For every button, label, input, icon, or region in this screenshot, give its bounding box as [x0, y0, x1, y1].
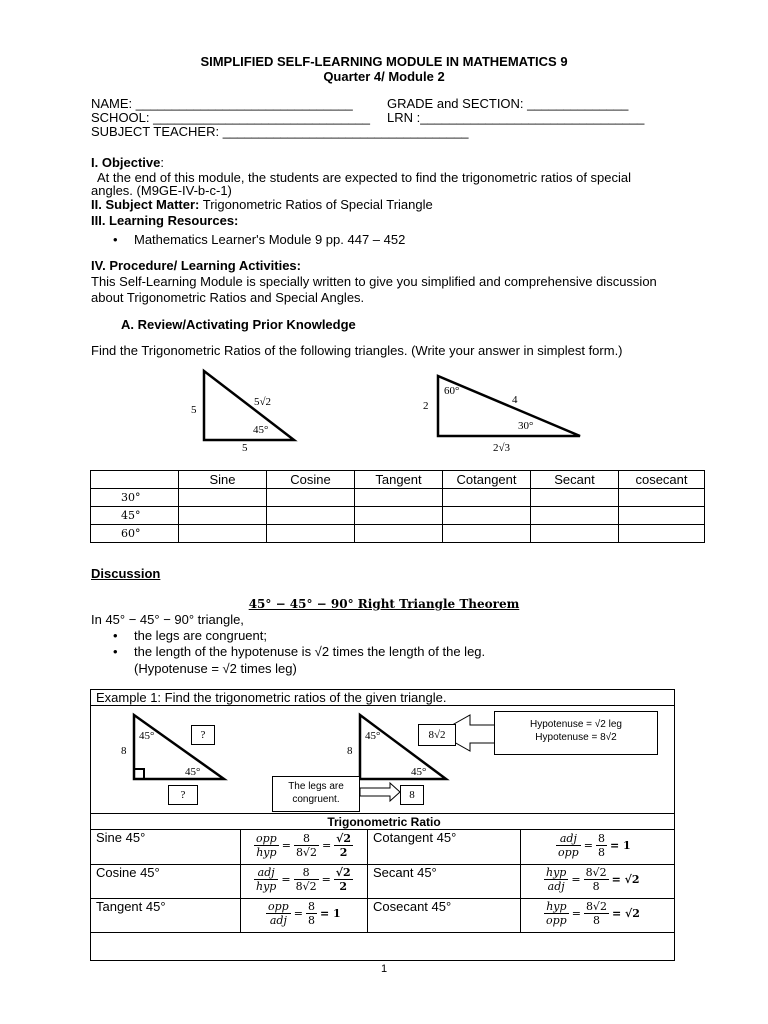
- name-field: NAME: ______________________________: [91, 96, 353, 111]
- tangent-label: Tangent 45°: [96, 899, 166, 914]
- subject-matter-heading: II. Subject Matter:: [91, 197, 200, 212]
- page-number: 1: [380, 963, 388, 975]
- tri1-bottom-side: 5: [242, 442, 248, 454]
- table-header: Cotangent: [443, 471, 531, 489]
- equals-sign: =: [583, 839, 593, 852]
- col-divider: [520, 829, 521, 932]
- frac-den: opp: [546, 914, 567, 927]
- equals-sign: =: [321, 839, 332, 852]
- objective-text-1: At the end of this module, the students are expected to find the trigonometric ratios of special: [97, 170, 632, 185]
- sine-formula: [254, 832, 353, 859]
- subject-matter: [91, 197, 433, 212]
- grade-section-field: GRADE and SECTION: ______________: [387, 96, 629, 111]
- secant-formula: [544, 866, 640, 893]
- answer-cell[interactable]: [619, 525, 705, 543]
- tri2-left-side: 2: [423, 400, 429, 412]
- equals-sign: =: [293, 907, 303, 920]
- tri2-angle-top: 60°: [444, 385, 460, 397]
- cosecant-label: Cosecant 45°: [373, 899, 452, 914]
- frac-den: hyp: [256, 846, 277, 859]
- tangent-formula: [266, 900, 341, 927]
- left-angle-bottom: 45°: [185, 766, 201, 778]
- tri1-angle: 45°: [253, 424, 269, 436]
- frac-den: 8: [307, 914, 315, 927]
- col-divider: [240, 829, 241, 932]
- subject-matter-text: Trigonometric Ratios of Special Triangle: [199, 197, 433, 212]
- table-header: Sine: [179, 471, 267, 489]
- frac-den: adj: [269, 914, 287, 927]
- frac-den: 8√2: [295, 846, 317, 859]
- answer-cell[interactable]: [443, 525, 531, 543]
- left-angle-top: 45°: [139, 730, 155, 742]
- arrow-icon: [360, 783, 400, 801]
- answer-cell[interactable]: [179, 525, 267, 543]
- objective-text-2: angles. (M9GE-IV-b-c-1): [91, 183, 232, 198]
- resources-heading: III. Learning Resources:: [91, 213, 239, 228]
- equals-sign: =: [321, 873, 331, 886]
- frac-den: opp: [558, 846, 579, 859]
- hyp-value-box: 8√2: [418, 724, 456, 746]
- bullet-marker: •: [113, 628, 118, 643]
- equals-sign: =: [281, 873, 291, 886]
- table-header: Tangent: [355, 471, 443, 489]
- result: = √2: [611, 873, 640, 886]
- review-instruction: Find the Trigonometric Ratios of the following triangles. (Write your answer in simplest form.): [91, 343, 623, 358]
- cosine-formula: [254, 866, 353, 893]
- frac-den: adj: [547, 880, 565, 893]
- answer-cell[interactable]: [443, 489, 531, 507]
- cosecant-formula: [544, 900, 640, 927]
- tri2-hypotenuse: 4: [512, 394, 518, 406]
- discussion-heading: Discussion: [91, 566, 161, 581]
- review-heading: A. Review/Activating Prior Knowledge: [121, 317, 356, 332]
- row-label: 45°: [91, 507, 179, 525]
- objective-heading: I. Objective: [91, 155, 161, 170]
- resources-bullet-marker: •: [113, 232, 118, 247]
- frac-num: 8: [294, 866, 319, 880]
- theorem-intro: In 45° − 45° − 90° triangle,: [91, 612, 244, 627]
- table-row: [91, 525, 705, 543]
- table-header: cosecant: [619, 471, 705, 489]
- answer-cell[interactable]: [179, 489, 267, 507]
- frac-num: 8: [294, 832, 319, 846]
- secant-label: Secant 45°: [373, 865, 437, 880]
- resources-bullet: Mathematics Learner's Module 9 pp. 447 – 452: [134, 232, 406, 247]
- frac-num: √2: [336, 832, 352, 845]
- answer-cell[interactable]: [531, 507, 619, 525]
- bullet-marker: •: [113, 644, 118, 659]
- answer-cell[interactable]: [267, 525, 355, 543]
- left-side-length: 8: [121, 745, 127, 757]
- example-divider: [90, 813, 674, 814]
- frac-num: hyp: [544, 900, 569, 914]
- result: = √2: [611, 907, 640, 920]
- table-header-row: [91, 471, 705, 489]
- frac-num: adj: [556, 832, 581, 846]
- frac-num: 8√2: [585, 866, 607, 879]
- procedure-text-1: This Self-Learning Module is specially written to give you simplified and comprehensive discussion: [91, 274, 657, 289]
- legs-callout-line-1: The legs are: [288, 781, 344, 792]
- theorem-bullet-1: the legs are congruent;: [134, 628, 267, 643]
- frac-den: 2: [339, 880, 348, 893]
- theorem-note: (Hypotenuse = √2 times leg): [134, 661, 297, 676]
- sine-label: Sine 45°: [96, 830, 146, 845]
- module-title: SIMPLIFIED SELF-LEARNING MODULE IN MATHEMATICS 9: [200, 54, 568, 69]
- triangle-45-45-90: [204, 371, 294, 440]
- unknown-leg-box[interactable]: ?: [168, 785, 198, 805]
- objective-section: [91, 155, 164, 170]
- frac-den: hyp: [256, 880, 277, 893]
- frac-num: hyp: [546, 866, 567, 879]
- cotangent-formula: [556, 832, 631, 859]
- table-row: [91, 489, 705, 507]
- row-label: 30°: [91, 489, 179, 507]
- theorem-title: 45° − 45° − 90° Right Triangle Theorem: [248, 597, 520, 611]
- legs-callout-line-2: congruent.: [292, 794, 340, 805]
- answer-cell[interactable]: [619, 507, 705, 525]
- leg-value-box: 8: [400, 785, 424, 805]
- hypotenuse-callout: [494, 711, 658, 755]
- tri1-left-side: 5: [191, 404, 197, 416]
- answer-cell[interactable]: [355, 507, 443, 525]
- ratio-answer-table: [90, 470, 705, 543]
- equals-sign: =: [281, 839, 291, 852]
- right-angle-marker: [134, 769, 144, 779]
- trig-ratio-heading: Trigonometric Ratio: [327, 815, 441, 829]
- answer-cell[interactable]: [355, 525, 443, 543]
- answer-cell[interactable]: [619, 489, 705, 507]
- frac-num: 8: [597, 832, 605, 845]
- cosine-label: Cosine 45°: [96, 865, 160, 880]
- right-angle-bottom: 45°: [411, 766, 427, 778]
- answer-cell[interactable]: [267, 507, 355, 525]
- frac-num: 8√2: [585, 900, 607, 913]
- result: = 1: [609, 839, 631, 852]
- frac-den: 8: [597, 846, 605, 859]
- frac-den: 2: [339, 846, 348, 859]
- answer-cell[interactable]: [443, 507, 531, 525]
- teacher-field: SUBJECT TEACHER: __________________________________: [91, 124, 469, 139]
- answer-cell[interactable]: [531, 489, 619, 507]
- cotangent-label: Cotangent 45°: [373, 830, 457, 845]
- legs-callout: [272, 776, 360, 812]
- callout-line-2: Hypotenuse = 8√2: [535, 732, 617, 743]
- frac-num: √2: [335, 866, 351, 879]
- row-divider: [90, 932, 674, 933]
- frac-den: 8: [592, 914, 600, 927]
- frac-num: opp: [268, 900, 289, 913]
- callout-line-1: Hypotenuse = √2 leg: [530, 719, 622, 730]
- lrn-field: LRN :_______________________________: [387, 110, 645, 125]
- equals-sign: =: [571, 873, 581, 886]
- frac-num: opp: [256, 832, 277, 845]
- unknown-hyp-box[interactable]: ?: [191, 725, 215, 745]
- procedure-text-2: about Trigonometric Ratios and Special Angles.: [91, 290, 365, 305]
- row-label: 60°: [91, 525, 179, 543]
- table-header: [91, 471, 179, 489]
- col-divider: [367, 829, 368, 932]
- result: = 1: [319, 907, 341, 920]
- tri1-hypotenuse: 5√2: [254, 396, 272, 408]
- module-subtitle: Quarter 4/ Module 2: [323, 69, 445, 84]
- answer-cell[interactable]: [267, 489, 355, 507]
- table-header: Secant: [531, 471, 619, 489]
- answer-cell[interactable]: [179, 507, 267, 525]
- table-header: Cosine: [267, 471, 355, 489]
- objective-colon: :: [160, 155, 164, 170]
- frac-num: 8: [307, 900, 315, 913]
- table-row: [91, 507, 705, 525]
- right-side-length: 8: [347, 745, 353, 757]
- tri2-angle-right: 30°: [518, 420, 534, 432]
- theorem-bullet-2: the length of the hypotenuse is √2 times the length of the leg.: [134, 644, 486, 659]
- frac-den: 8√2: [295, 880, 317, 893]
- answer-cell[interactable]: [531, 525, 619, 543]
- school-field: SCHOOL: ______________________________: [91, 110, 371, 125]
- tri2-bottom-side: 2√3: [493, 442, 511, 454]
- procedure-heading: IV. Procedure/ Learning Activities:: [91, 258, 301, 273]
- example-1-title: Example 1: Find the trigonometric ratios of the given triangle.: [96, 690, 447, 705]
- frac-den: 8: [592, 880, 600, 893]
- frac-num: adj: [254, 866, 278, 880]
- answer-cell[interactable]: [355, 489, 443, 507]
- equals-sign: =: [571, 907, 581, 920]
- right-angle-top: 45°: [365, 730, 381, 742]
